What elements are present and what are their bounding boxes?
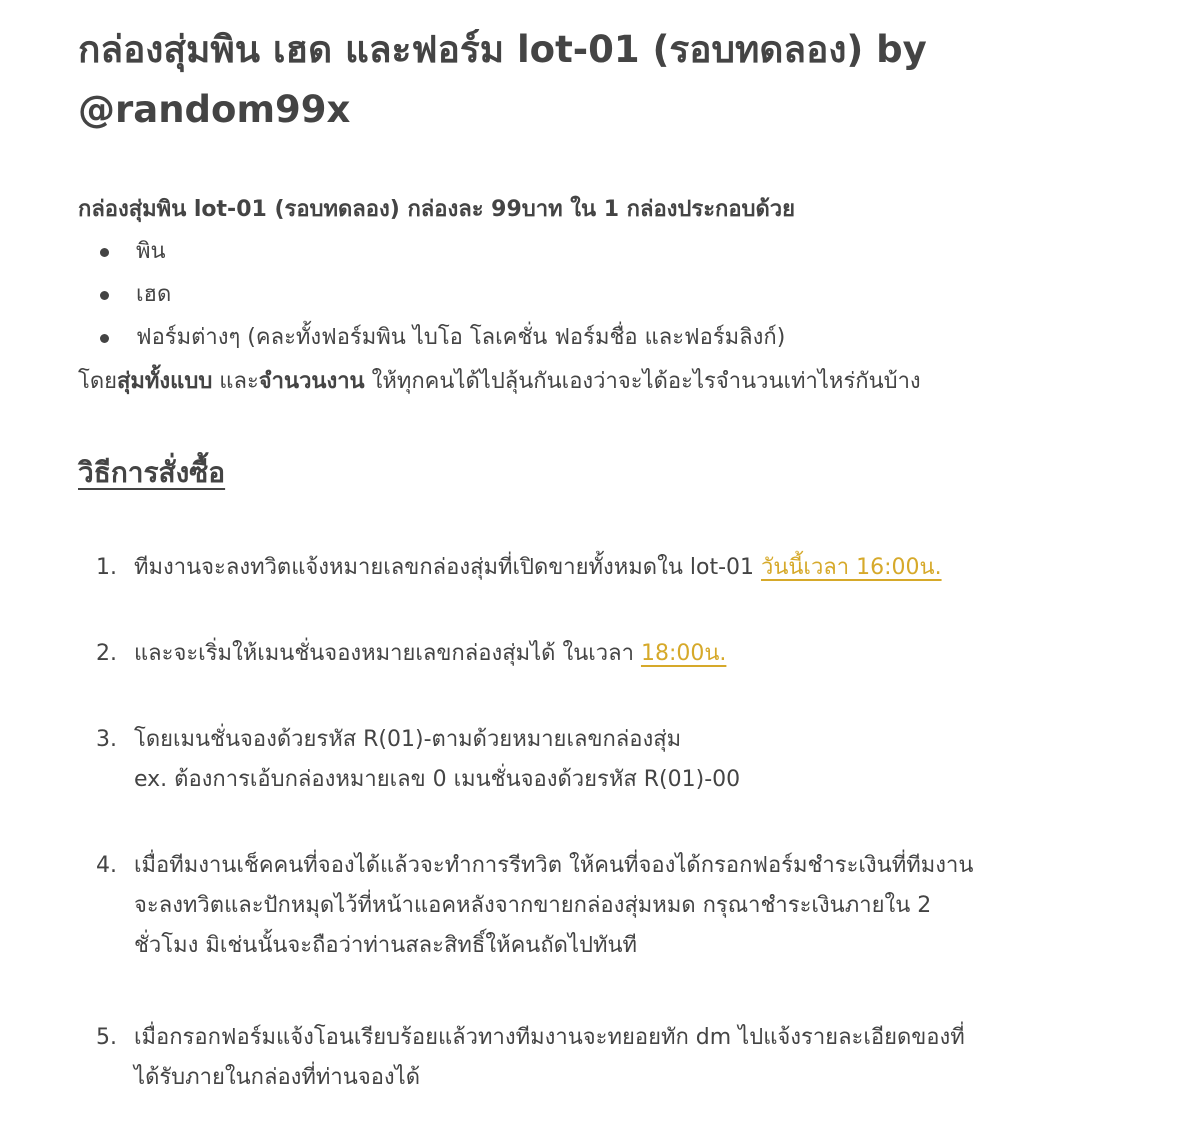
note-prefix: โดย bbox=[78, 369, 117, 394]
step-number: 5. bbox=[96, 1025, 117, 1050]
intro-note bbox=[78, 362, 921, 402]
step-line: ex. ต้องการเอ้บกล่องหมายเลข 0 เมนชั่นจองด้วยรหัส R(01)-00 bbox=[134, 767, 741, 792]
order-step bbox=[96, 846, 1126, 966]
step-line: เมื่อกรอกฟอร์มแจ้งโอนเรียบร้อยแล้วทางทีมงานจะทยอยทัก dm ไปแจ้งรายละเอียดของที่ bbox=[134, 1025, 965, 1050]
highlight-time: 18:00น. bbox=[640, 641, 727, 666]
order-step bbox=[96, 548, 1126, 588]
document-title: กล่องสุ่มพิน เฮด และฟอร์ม lot-01 (รอบทดลอง) by @random99x bbox=[78, 28, 927, 131]
step-line: และจะเริ่มให้เมนชั่นจองหมายเลขกล่องสุ่มได้ ในเวลา bbox=[134, 641, 641, 666]
note-bold-quantity: จำนวนงาน bbox=[258, 369, 365, 394]
step-line: จะลงทวิตและปักหมุดไว้ที่หน้าแอคหลังจากขายกล่องสุ่มหมด กรุณาชำระเงินภายใน 2 bbox=[134, 893, 932, 918]
step-number: 4. bbox=[96, 853, 117, 878]
note-bold-random-style: สุ่มทั้งแบบ bbox=[117, 369, 213, 394]
step-line: ชั่วโมง มิเช่นนั้นจะถือว่าท่านสละสิทธิ์ให้คนถัดไปทันที bbox=[134, 933, 638, 958]
list-item: เฮด bbox=[78, 273, 785, 316]
step-number: 3. bbox=[96, 727, 117, 752]
intro-heading: กล่องสุ่มพิน lot-01 (รอบทดลอง) กล่องละ 99บาท ใน 1 กล่องประกอบด้วย bbox=[78, 197, 796, 222]
note-suffix: ให้ทุกคนได้ไปลุ้นกันเองว่าจะได้อะไรจำนวนเท่าไหร่กันบ้าง bbox=[364, 369, 921, 394]
step-text bbox=[134, 548, 1126, 588]
step-text bbox=[134, 846, 1126, 966]
order-section-title: วิธีการสั่งซื้อ bbox=[78, 456, 226, 489]
step-text bbox=[134, 1018, 1126, 1098]
step-line: เมื่อทีมงานเช็คคนที่จองได้แล้วจะทำการรีทวิต ให้คนที่จองได้กรอกฟอร์มชำระเงินที่ทีมงาน bbox=[134, 853, 974, 878]
order-step bbox=[96, 634, 1126, 674]
highlight-time: วันนี้เวลา 16:00น. bbox=[761, 555, 942, 580]
step-number: 1. bbox=[96, 555, 117, 580]
contents-list bbox=[78, 230, 785, 359]
order-step bbox=[96, 720, 1126, 800]
list-item: ฟอร์มต่างๆ (คละทั้งฟอร์มพิน ไบโอ โลเคชั่น ฟอร์มชื่อ และฟอร์มลิงก์) bbox=[78, 316, 785, 359]
step-text bbox=[134, 720, 1126, 800]
step-line: โดยเมนชั่นจองด้วยรหัส R(01)-ตามด้วยหมายเลขกล่องสุ่ม bbox=[134, 727, 682, 752]
step-line: ทีมงานจะลงทวิตแจ้งหมายเลขกล่องสุ่มที่เปิดขายทั้งหมดใน lot-01 bbox=[134, 555, 761, 580]
step-text bbox=[134, 634, 1126, 674]
step-number: 2. bbox=[96, 641, 117, 666]
order-step bbox=[96, 1018, 1126, 1098]
list-item: พิน bbox=[78, 230, 785, 273]
step-line: ได้รับภายในกล่องที่ท่านจองได้ bbox=[134, 1065, 421, 1090]
note-mid: และ bbox=[212, 369, 259, 394]
